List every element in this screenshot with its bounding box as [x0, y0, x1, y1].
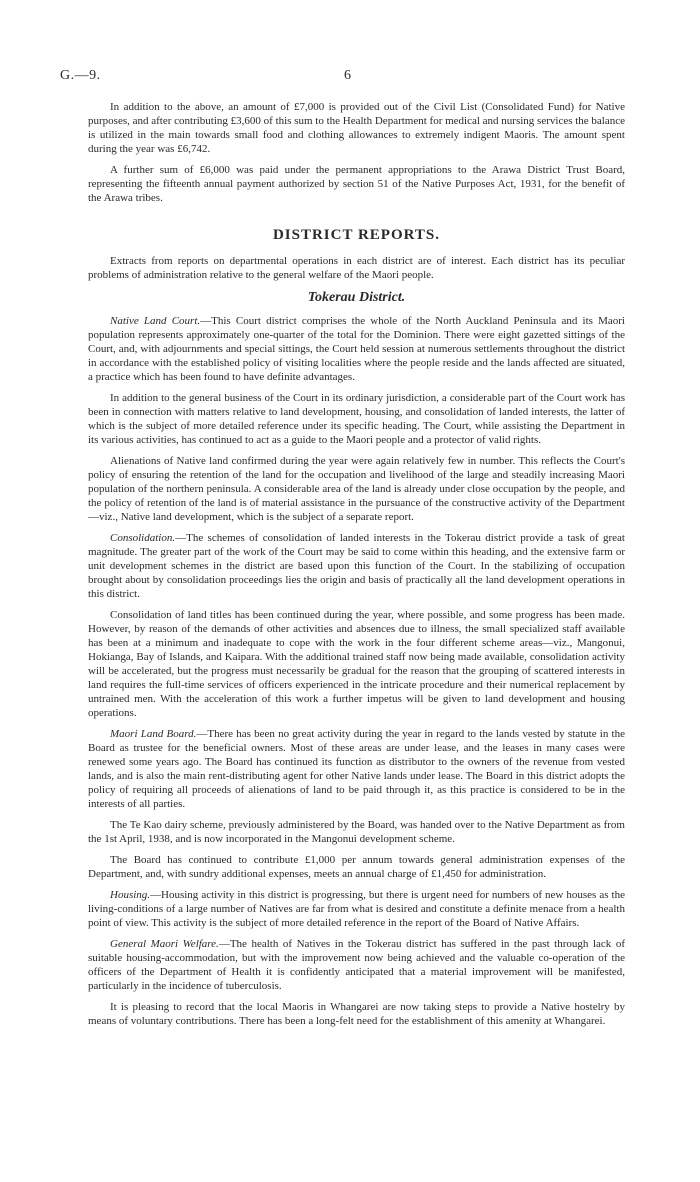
paragraph-lead: Consolidation. [110, 532, 176, 544]
housing-paragraph [88, 888, 625, 930]
paragraph-text: —This Court district comprises the whole of the North Auckland Peninsula and its Maori population represents approximately one-quarter of the total for the Dominion. There were eight gazetted sittings of the Court, and, with adjournments and special sittings, the Court held session at numerous settlements throughout the district in accordance with the established policy of visiting localities where the people reside and the lands affected are situated, a practice which has been found to have definite advantages. [88, 315, 625, 383]
paragraph-lead: General Maori Welfare. [110, 938, 219, 950]
paragraph-lead: Native Land Court. [110, 315, 201, 327]
district-heading: Tokerau District. [307, 290, 406, 305]
body-paragraph: It is pleasing to record that the local Maoris in Whangarei are now taking steps to provide a Native hostelry by means of voluntary contributions. There has been a long-felt need for the establishment of this amenity at Whangarei. [88, 1001, 625, 1027]
body-paragraph: Consolidation of land titles has been continued during the year, where possible, and some progress has been made. However, by reason of the demands of other activities and absences due to illness, the small specialized staff available has been at a minimum and inadequate to cope with the work in the four different scheme areas—viz., Mangonui, Hokianga, Bay of Islands, and Kaipara. With the additional trained staff now being made available, consolidation activity will be accelerated, but the progress must necessarily be gradual for the reason that the grouping of scattered interests in land requires the full-time services of officers experienced in the intricate procedure and their numerical replacement by untrained men. With the acceleration of this work a further impetus will be given to land development and housing operations. [88, 609, 625, 719]
paragraph-text: —The health of Natives in the Tokerau district has suffered in the past through lack of suitable housing-accommodation, but with the improvement now being achieved and the valuable co-operation of the officers of the Department of Health it is confidently anticipated that a material improvement will be manifested, particularly in the incidence of tuberculosis. [88, 938, 625, 992]
general-welfare-paragraph [88, 937, 625, 993]
paragraph-lead: Maori Land Board. [110, 728, 197, 740]
body-paragraph: The Te Kao dairy scheme, previously administered by the Board, was handed over to the Native Department as from the 1st April, 1938, and is now incorporated in the Mangonui development scheme. [88, 819, 625, 845]
maori-land-board-paragraph [88, 727, 625, 811]
page-number: 6 [344, 68, 351, 83]
section-heading: DISTRICT REPORTS. [272, 227, 441, 243]
intro-paragraph: A further sum of £6,000 was paid under the permanent appropriations to the Arawa District Trust Board, representing the fifteenth annual payment authorized by section 51 of the Native Purposes Act, 1931, for the benefit of the Arawa tribes. [88, 164, 625, 204]
paragraph-text: —The schemes of consolidation of landed interests in the Tokerau district provide a task of great magnitude. The greater part of the work of the Court may be said to come within this heading, and the extensive farm or unit development schemes in the district are based upon this function of the Court. In the stabilizing of occupation brought about by consolidation proceedings lies the origin and basis of practically all the land development operations in this district. [88, 532, 625, 600]
page-header [0, 68, 700, 88]
paragraph-lead: Housing. [110, 889, 151, 901]
native-land-court-paragraph [88, 314, 625, 384]
paragraph-text: —There has been no great activity during the year in regard to the lands vested by statute in the Board as trustee for the beneficial owners. Most of these areas are under lease, and the leases in many cases were renewed some years ago. The Board has continued its function as distributor to the owners of the revenue from vested lands, and is also the main rent-distributing agent for other Native lands under lease. The Board in this district adopts the policy of requiring all proceeds of alienations of land to be paid through it, as this practice is considered to be in the interests of all parties. [88, 728, 625, 810]
page-body [88, 100, 625, 1035]
body-paragraph: The Board has continued to contribute £1,000 per annum towards general administration expenses of the Department, and, with sundry additional expenses, meets an annual charge of £1,450 for administration. [88, 854, 625, 880]
section-intro: Extracts from reports on departmental operations in each district are of interest. Each district has its peculiar problems of administration relative to the general welfare of the Maori people. [88, 255, 625, 281]
body-paragraph: Alienations of Native land confirmed during the year were again relatively few in number. This reflects the Court's policy of ensuring the retention of the land for the occupation and livelihood of the large and steadily increasing Maori population of the northern peninsula. A considerable area of the land is already under close occupation by the people, and the policy of retention of the land is of material assistance in the pursuance of the constructive activity of the Department—viz., Native land development, which is the subject of a separate report. [88, 455, 625, 523]
report-reference: G.—9. [60, 68, 101, 83]
intro-paragraph: In addition to the above, an amount of £7,000 is provided out of the Civil List (Consolidated Fund) for Native purposes, and after contributing £3,600 of this sum to the Health Department for medical and nursing services the balance is utilized in the main towards small food and clothing allowances to extremely indigent Maoris. The amount spent during the year was £6,742. [88, 101, 626, 155]
body-paragraph: In addition to the general business of the Court in its ordinary jurisdiction, a considerable part of the Court work has been in connection with matters relative to land development, housing, and consolidation of landed interests, the latter of which is the subject of more detailed reference under its specific heading. The Court, while assisting the Department in its various activities, has continued to act as a guide to the Maori people and a protector of valid rights. [88, 392, 625, 446]
consolidation-paragraph [88, 531, 625, 601]
paragraph-text: —Housing activity in this district is progressing, but there is urgent need for numbers of new houses as the living-conditions of a large number of Natives are far from what is desired and constitute a definite menace from a health point of view. This activity is the subject of more detailed reference in the report of the Board of Native Affairs. [88, 889, 625, 929]
